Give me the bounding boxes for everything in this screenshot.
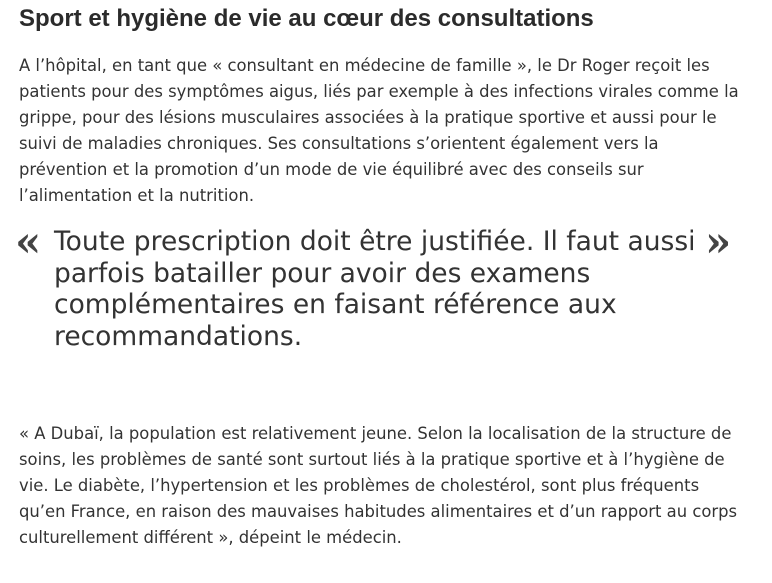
intro-paragraph: A l’hôpital, en tant que « consultant en médecine de famille », le Dr Roger reçoit les patients pour des symptômes aigus, liés par exemple à des infections virales comme la grippe, pour des lésions musculaires associées à la pratique sportive et aussi pour le suivi de maladies chroniques. Ses consultations s’orientent également vers la prévention et la promotion d’un mode de vie équilibré avec des conseils sur l’alimentation et la nutrition. [19,56,739,205]
article-title: Sport et hygiène de vie au cœur des consultations [19,5,594,32]
pull-quote [15,217,739,362]
open-quote-icon: « [15,217,42,266]
body-paragraph: « A Dubaï, la population est relativement jeune. Selon la localisation de la structure de soins, les problèmes de santé sont surtout liés à la pratique sportive et à l’hygiène de vie. Le diabète, l’hypertension et les problèmes de cholestérol, sont plus fréquents qu’en France, en raison des mauvaises habitudes alimentaires et d’un rapport au corps culturellement différent », dépeint le médecin. [19,424,738,547]
pull-quote-text: Toute prescription doit être justifiée. Il faut aussi parfois batailler pour avoir des examens complémentaires en faisant référence aux recommandations. [54,226,696,352]
close-quote-icon: » [705,217,732,266]
